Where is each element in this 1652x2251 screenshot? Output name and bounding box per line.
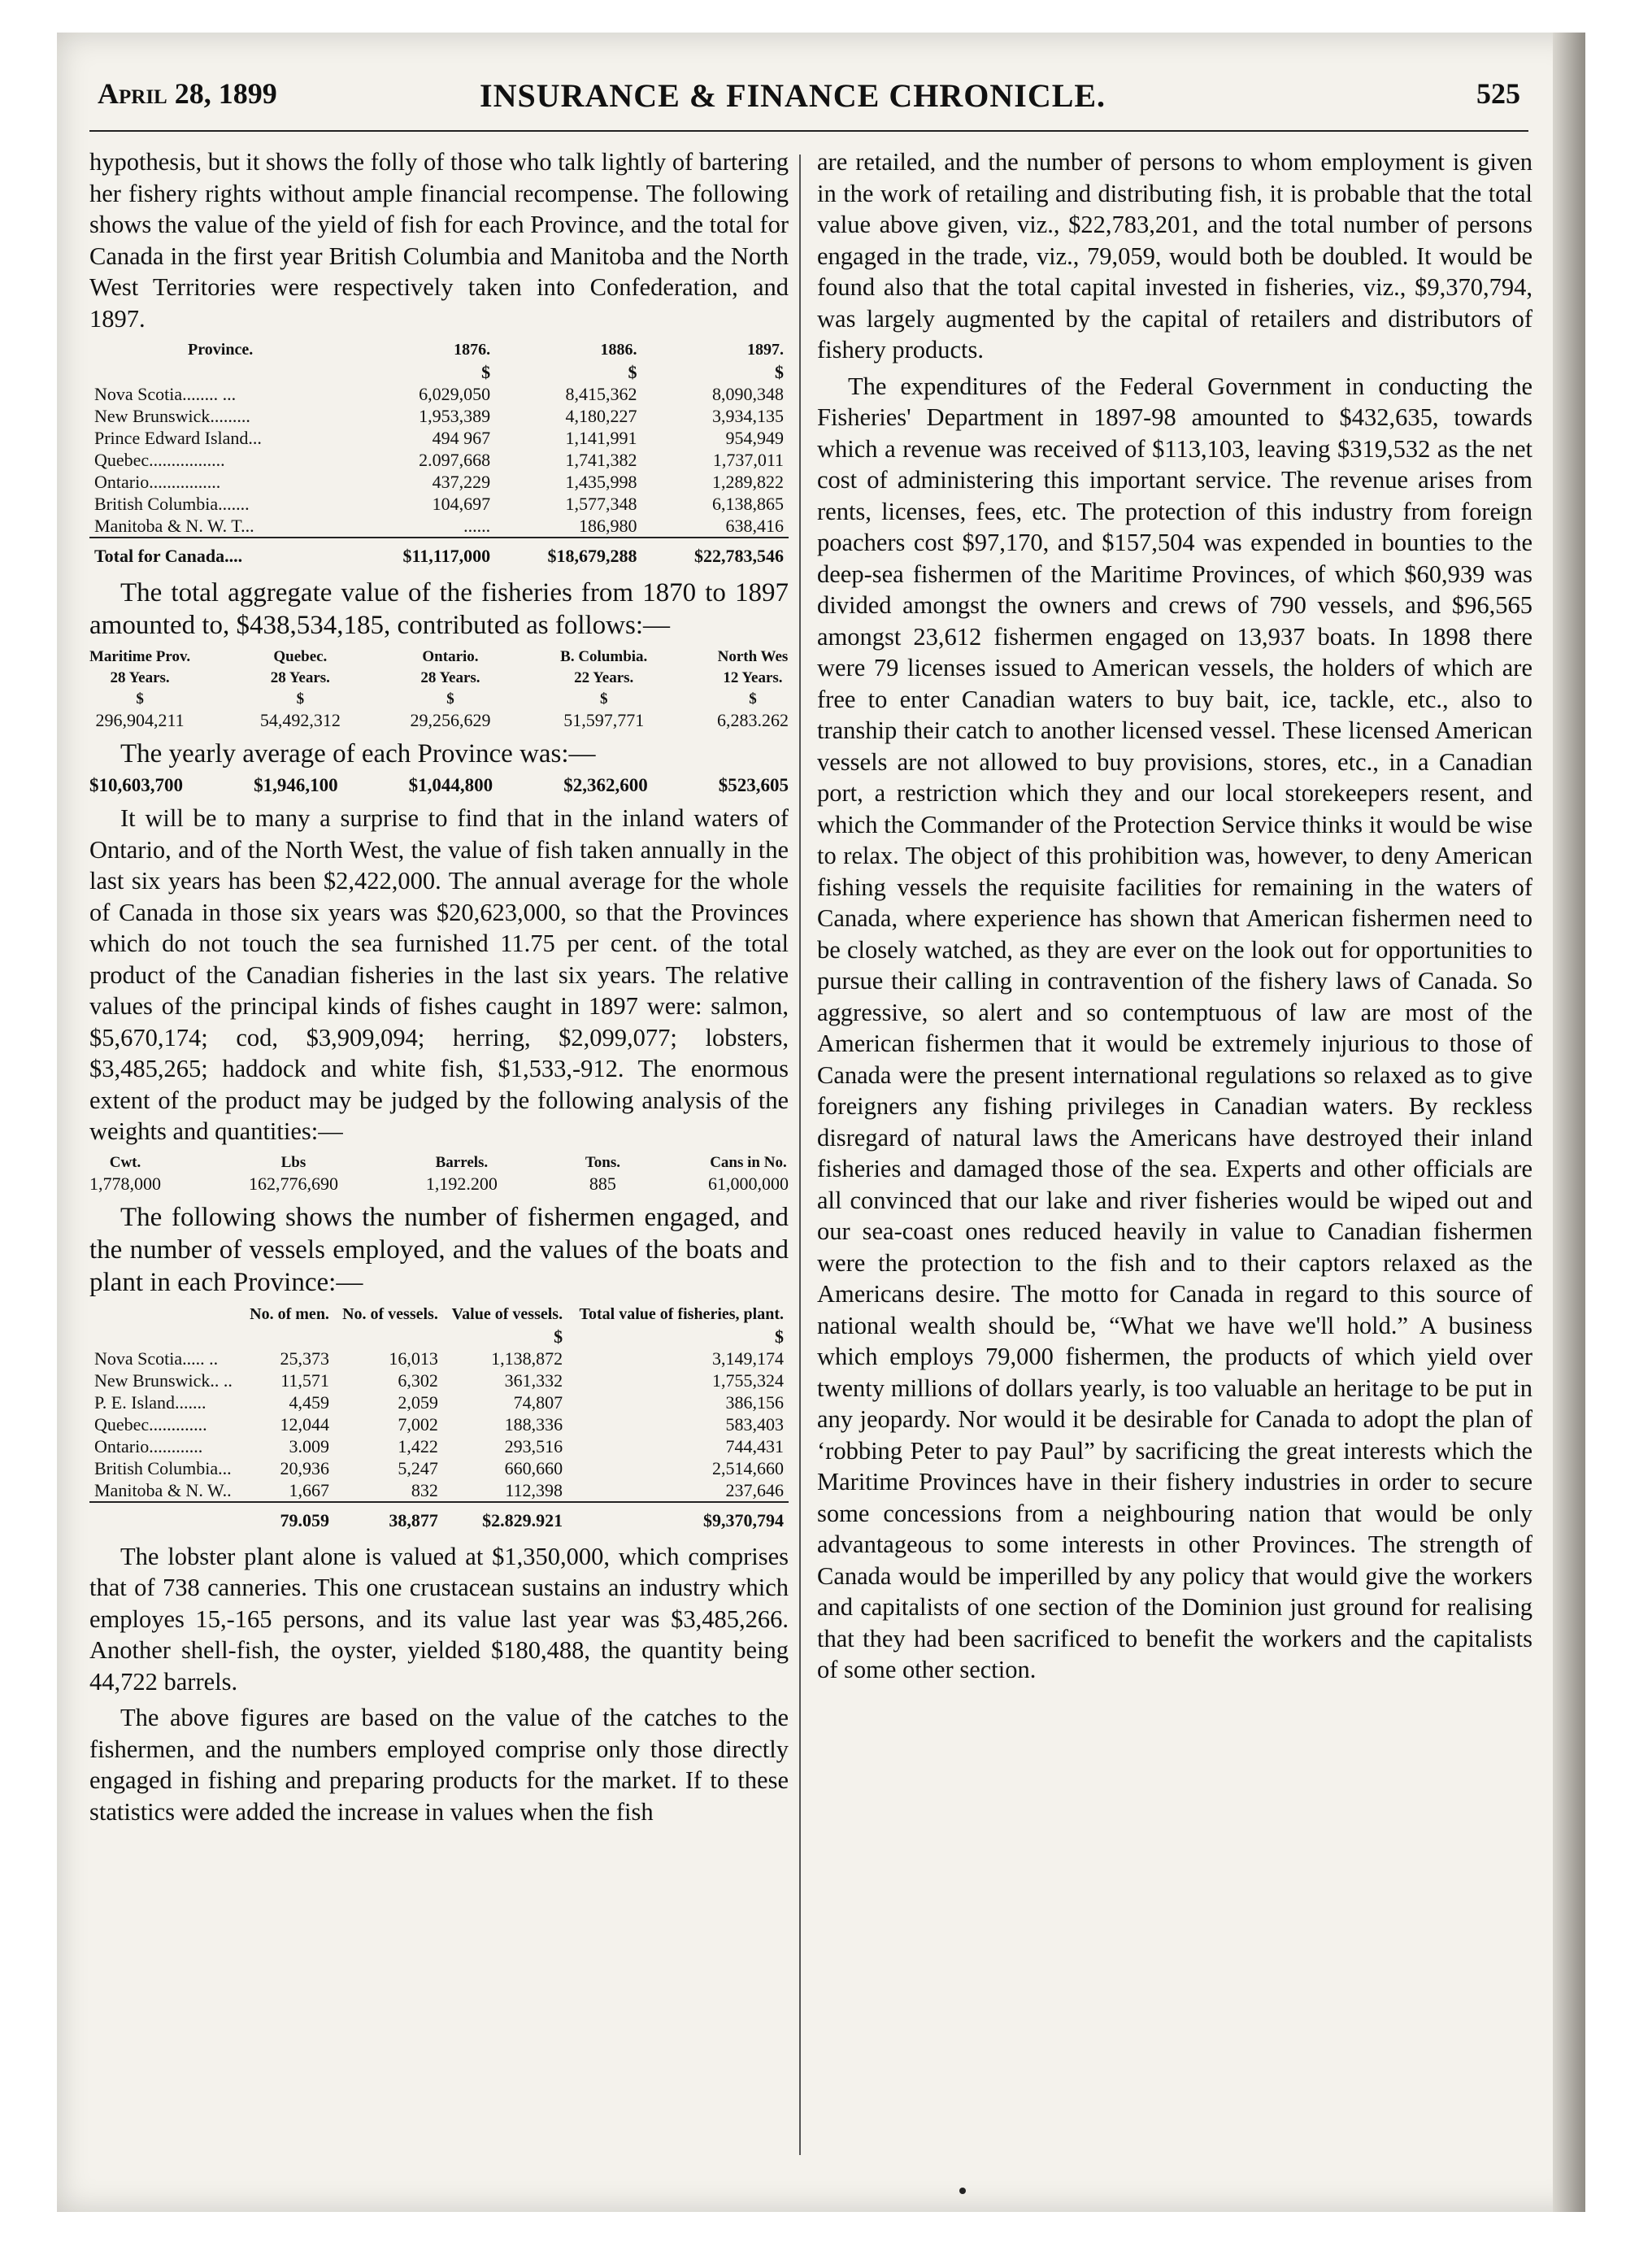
- page-edge-shadow: [1553, 33, 1585, 2212]
- table-row: [89, 1479, 789, 1502]
- yearly-averages: [89, 775, 789, 796]
- magazine-page: [57, 33, 1585, 2212]
- contribution-col: [410, 647, 490, 731]
- unit-label: $: [775, 362, 784, 382]
- table-cell: 5,247: [398, 1457, 438, 1478]
- table-cell: Nova Scotia..... ..: [94, 1348, 219, 1369]
- contribution-col: [89, 647, 190, 731]
- table-cell: New Brunswick.. ..: [94, 1369, 233, 1391]
- page-number: 525: [1476, 77, 1520, 110]
- table-cell: $22,783,546: [642, 538, 789, 567]
- column-head: Barrels.: [435, 1153, 489, 1171]
- unit-label: $: [775, 1326, 784, 1347]
- table-cell: 4,459: [289, 1391, 329, 1413]
- table-cell: 3,934,135: [712, 406, 784, 426]
- table-cell: 1,289,822: [712, 472, 784, 492]
- unit-label: $: [446, 690, 454, 708]
- column-value: 54,492,312: [259, 710, 341, 730]
- right-paragraph-1: are retailed, and the number of persons to whom employment is given in the work of retailing and distributing fish, it is probable that the total value above given, viz., $22,783,201, and the total number of persons engaged in the trade, viz., 79,059, would both be doubled. It would be found also that the total capital invested in fisheries, viz., $9,370,794, was largely augmented by the capital of retailers and distributors of fishery products.: [817, 148, 1532, 364]
- column-value: 1,192.200: [425, 1173, 498, 1194]
- table-header: [89, 1304, 242, 1326]
- table-row: [89, 1435, 789, 1457]
- table-row: [89, 515, 789, 538]
- table-cell: 6,302: [398, 1369, 438, 1391]
- table-cell: [89, 1502, 242, 1531]
- table-cell: Manitoba & N. W. T...: [94, 516, 254, 536]
- table-row: [89, 1413, 789, 1435]
- table-cell: New Brunswick.........: [94, 406, 250, 426]
- table-cell: Total for Canada....: [89, 538, 351, 567]
- average-value: $10,603,700: [89, 775, 183, 795]
- table-cell: $11,117,000: [351, 538, 495, 567]
- table-cell: 8,090,348: [712, 384, 784, 404]
- table-cell: 437,229: [432, 472, 491, 492]
- page-mark: [959, 2188, 966, 2194]
- left-column: [89, 146, 789, 1832]
- table-cell: 293,516: [504, 1435, 563, 1456]
- unit-label: $: [554, 1326, 563, 1347]
- table-cell: British Columbia...: [94, 1457, 232, 1478]
- table-cell: 7,002: [398, 1413, 438, 1435]
- table-cell: 38,877: [334, 1502, 443, 1531]
- table-cell: 79.059: [242, 1502, 334, 1531]
- quantity-col: [708, 1152, 789, 1195]
- table-cell: 188,336: [504, 1413, 563, 1435]
- average-value: $2,362,600: [563, 775, 648, 795]
- table-cell: 4,180,227: [565, 406, 637, 426]
- left-paragraph-3: The yearly average of each Province was:—: [120, 739, 596, 768]
- quantity-col: [249, 1152, 338, 1195]
- table-header: Total value of fisheries, plant.: [579, 1304, 784, 1323]
- table-header: 1876.: [454, 341, 491, 359]
- column-value: 61,000,000: [707, 1173, 789, 1194]
- table-row: [89, 449, 789, 471]
- column-head: Cans in No.: [710, 1153, 787, 1171]
- left-paragraph-5: The following shows the number of fishermen engaged, and the number of vessels employed, and the values of the boats and plant in each Province:—: [89, 1202, 789, 1297]
- left-paragraph-4: It will be to many a surprise to find that in the inland waters of Ontario, and of the North West, the value of fish taken annually in the last six years has been $2,422,000. The annual average for the whole of Canada in those six years was $20,623,000, so that the Provinces which do not touch the sea furnished 11.75 per cent. of the total product of the Canadian fisheries in the last six years. The relative values of the principal kinds of fishes caught in 1897 were: salmon, $5,670,174; cod, $3,909,094; herring, $2,099,077; lobsters, $3,485,265; haddock and white fish, $1,533,-912. The enormous extent of the product may be judged by the following analysis of the weights and quantities:—: [89, 804, 789, 1145]
- column-head: Tons.: [585, 1153, 620, 1171]
- table-cell: 1,435,998: [565, 472, 637, 492]
- quantity-col: [585, 1152, 620, 1195]
- table-cell: 104,697: [432, 494, 491, 514]
- header-date: April 28, 1899: [98, 77, 277, 110]
- table-cell: 494 967: [432, 428, 491, 448]
- table-cell: Manitoba & N. W..: [94, 1479, 232, 1500]
- left-paragraph-6: The lobster plant alone is valued at $1,350,000, which comprises that of 738 canneries. This one crustacean sustains an industry which employes 15,-165 persons, and its value last year was $3,485,266. Another shell-fish, the oyster, yielded $180,488, the quantity being 44,722 barrels.: [89, 1542, 789, 1696]
- table-cell: 1,737,011: [712, 450, 784, 470]
- table-cell: 3.009: [289, 1435, 329, 1456]
- table-cell: 1,138,872: [491, 1348, 563, 1369]
- table-cell: 16,013: [389, 1348, 438, 1369]
- table-cell: 1,141,991: [565, 428, 637, 448]
- unit-label: $: [749, 690, 757, 708]
- contribution-col: [560, 647, 647, 731]
- table-row: [89, 1348, 789, 1369]
- table-header: Value of vessels.: [451, 1304, 563, 1323]
- table-header: No. of vessels.: [342, 1304, 438, 1323]
- table-cell: 832: [411, 1479, 438, 1500]
- table-row: [89, 405, 789, 427]
- table-cell: 20,936: [280, 1457, 329, 1478]
- column-divider: [799, 155, 801, 2155]
- table-header: No. of men.: [250, 1304, 329, 1323]
- table-cell: 112,398: [505, 1479, 563, 1500]
- column-head: 12 Years.: [723, 669, 783, 686]
- province-value-table: [89, 339, 789, 567]
- table-cell: Prince Edward Island...: [94, 428, 262, 448]
- column-head: Cwt.: [109, 1153, 141, 1171]
- table-cell: 2.097,668: [419, 450, 491, 470]
- column-head: Lbs: [280, 1153, 306, 1171]
- table-cell: Quebec.............: [94, 1413, 207, 1435]
- table-row: [89, 427, 789, 449]
- column-head: Ontario.: [422, 648, 479, 665]
- table-row: [89, 1369, 789, 1391]
- table-cell: 2,059: [398, 1391, 438, 1413]
- quantities-row: [89, 1152, 789, 1195]
- table-header: 1897.: [747, 341, 784, 359]
- table-cell: 1,577,348: [565, 494, 637, 514]
- table-cell: Quebec.................: [94, 450, 225, 470]
- average-value: $1,946,100: [254, 775, 338, 795]
- table-cell: 386,156: [725, 1391, 784, 1413]
- table-header: 1886.: [600, 341, 637, 359]
- contribution-col: [260, 647, 341, 731]
- column-head: B. Columbia.: [560, 648, 648, 665]
- column-head: 28 Years.: [420, 669, 480, 686]
- left-paragraph-7: The above figures are based on the value of the catches to the fishermen, and the numbers employed comprise only those directly engaged in fishing and preparing products for the market. If to these statistics were added the increase in values when the fish: [89, 1704, 789, 1826]
- table-cell: 6,138,865: [712, 494, 784, 514]
- table-cell: 237,646: [725, 1479, 784, 1500]
- table-header: Province.: [188, 341, 254, 359]
- column-head: Maritime Prov.: [89, 648, 191, 665]
- table-cell: P. E. Island.......: [94, 1391, 206, 1413]
- table-row: [89, 1457, 789, 1479]
- unit-label: $: [481, 362, 491, 382]
- column-value: 885: [589, 1173, 616, 1194]
- table-cell: Ontario............: [94, 1435, 203, 1456]
- contribution-col: [717, 647, 789, 731]
- table-cell: $18,679,288: [495, 538, 641, 567]
- contribution-heads: [89, 647, 789, 731]
- average-value: $1,044,800: [408, 775, 493, 795]
- table-row: [89, 383, 789, 405]
- unit-label: $: [628, 362, 637, 382]
- average-value: $523,605: [718, 775, 789, 795]
- table-total-row: [89, 1502, 789, 1531]
- quantity-col: [426, 1152, 498, 1195]
- table-cell: 1,741,382: [565, 450, 637, 470]
- table-row: [89, 471, 789, 493]
- table-cell: 11,571: [280, 1369, 329, 1391]
- column-head: 28 Years.: [270, 669, 330, 686]
- table-cell: ......: [463, 516, 491, 536]
- table-cell: 8,415,362: [565, 384, 637, 404]
- quantity-col: [89, 1152, 161, 1195]
- unit-label: $: [136, 690, 144, 708]
- column-head: 28 Years.: [110, 669, 170, 686]
- table-cell: $2.829.921: [443, 1502, 567, 1531]
- left-paragraph-1: hypothesis, but it shows the folly of those who talk lightly of bartering her fishery rights without ample financial recompense. The following shows the value of the yield of fish for each Province, and the total for Canada in the first year British Columbia and Manitoba and the North West Territories were respectively taken into Confederation, and 1897.: [89, 148, 789, 333]
- table-cell: 2,514,660: [712, 1457, 784, 1478]
- table-cell: 6,029,050: [419, 384, 491, 404]
- table-cell: 74,807: [513, 1391, 563, 1413]
- table-cell: 583,403: [725, 1413, 784, 1435]
- table-cell: 186,980: [579, 516, 637, 536]
- column-value: 162,776,690: [248, 1173, 338, 1194]
- table-cell: 1,667: [289, 1479, 329, 1500]
- table-cell: 638,416: [725, 516, 784, 536]
- header-title: INSURANCE & FINANCE CHRONICLE.: [480, 77, 1106, 114]
- table-cell: 361,332: [504, 1369, 563, 1391]
- column-value: 296,904,211: [95, 710, 185, 730]
- table-cell: Ontario................: [94, 472, 221, 492]
- unit-label: $: [599, 690, 608, 708]
- table-cell: 3,149,174: [712, 1348, 784, 1369]
- table-cell: 1,422: [398, 1435, 438, 1456]
- right-column: [817, 146, 1532, 1691]
- column-value: 51,597,771: [563, 710, 645, 730]
- table-cell: 1,755,324: [712, 1369, 784, 1391]
- table-cell: 1,953,389: [419, 406, 491, 426]
- table-row: [89, 1391, 789, 1413]
- column-value: 6,283.262: [716, 710, 789, 730]
- column-head: 22 Years.: [574, 669, 634, 686]
- table-row: [89, 493, 789, 515]
- table-total-row: [89, 538, 789, 567]
- table-cell: $9,370,794: [567, 1502, 789, 1531]
- right-paragraph-2: The expenditures of the Federal Government in conducting the Fisheries' Department in 1897-98 amounted to $432,635, towards which a revenue was received of $113,103, leaving $319,532 as the net cost of administering this important service. The revenue arises from rents, licenses, fees, etc. The protection of this industry from foreign poachers cost $97,170, and $157,504 was expended in bounties to the deep-sea fishermen of the Maritime Provinces, of which $60,939 was divided amongst the owners and crews of 790 vessels, and $96,565 amongst 23,612 fishermen engaged on 13,937 boats. In 1898 there were 79 licenses issued to American vessels, the holders of which are free to enter Canadian waters to buy bait, ice, tackle, etc., also to tranship their catch to another licensed vessel. These licensed American vessels are not allowed to buy provisions, stores, etc., in a Canadian port, a restriction which they and our local storekeepers resent, and which the Commander of the Protection Service thinks it would be wise to relax. The object of this prohibition was, however, to deny American fishing vessels the requisite facilities for remaining in the waters of Canada, where experience has shown that American fishermen need to be closely watched, as they are ever on the look out for opportunities to pursue their calling in contravention of the fishery laws of Canada. So aggressive, so alert and so contemptuous of law are most of the American fishermen that it would be extremely injurious to those of Canada were the present international regulations so relaxed as to give foreigners any fishing privileges in Canadian waters. By reckless disregard of natural laws the Americans have destroyed their inland fisheries and damaged those of the sea. Experts and other officials are all convinced that our lake and river fisheries would be wiped out and our sea-coast ones reduced heavily in value to Canadian fishermen were the protection to the fish and to their captors relaxed as the Americans desire. The motto for Canada in regard to this source of national wealth should be, “What we have we'll hold.” A business which employs 79,000 fishermen, the products of which yield over twenty millions of dollars yearly, is too valuable an heritage to be put in any jeopardy. Nor would it be desirable for Canada to adopt the plan of ‘robbing Peter to pay Paul” by sacrificing the great interests which the Maritime Provinces have in their fishery industries in order to secure some concessions from a neighbouring nation that would be only advantageous to some interests in other Provinces. The strength of Canada would be imperilled by any policy that would give the workers and capitalists of one section of the Dominion just ground for realising that they had been sacrificed to benefit the workers and the capitalists of some other section.: [817, 372, 1532, 1683]
- table-cell: British Columbia.......: [94, 494, 250, 514]
- table-cell: Nova Scotia........ ...: [94, 384, 237, 404]
- table-cell: 954,949: [725, 428, 784, 448]
- unit-label: $: [296, 690, 305, 708]
- column-head: Quebec.: [273, 648, 328, 665]
- page-header: [89, 65, 1528, 132]
- column-value: 29,256,629: [410, 710, 491, 730]
- left-paragraph-2: The total aggregate value of the fisheries from 1870 to 1897 amounted to, $438,534,185, contributed as follows:—: [89, 578, 789, 640]
- fishermen-table: [89, 1304, 789, 1531]
- table-cell: 660,660: [504, 1457, 563, 1478]
- table-cell: 744,431: [725, 1435, 784, 1456]
- column-head: North Wes: [717, 648, 789, 665]
- table-cell: 12,044: [280, 1413, 329, 1435]
- table-cell: 25,373: [280, 1348, 329, 1369]
- column-value: 1,778,000: [89, 1173, 161, 1194]
